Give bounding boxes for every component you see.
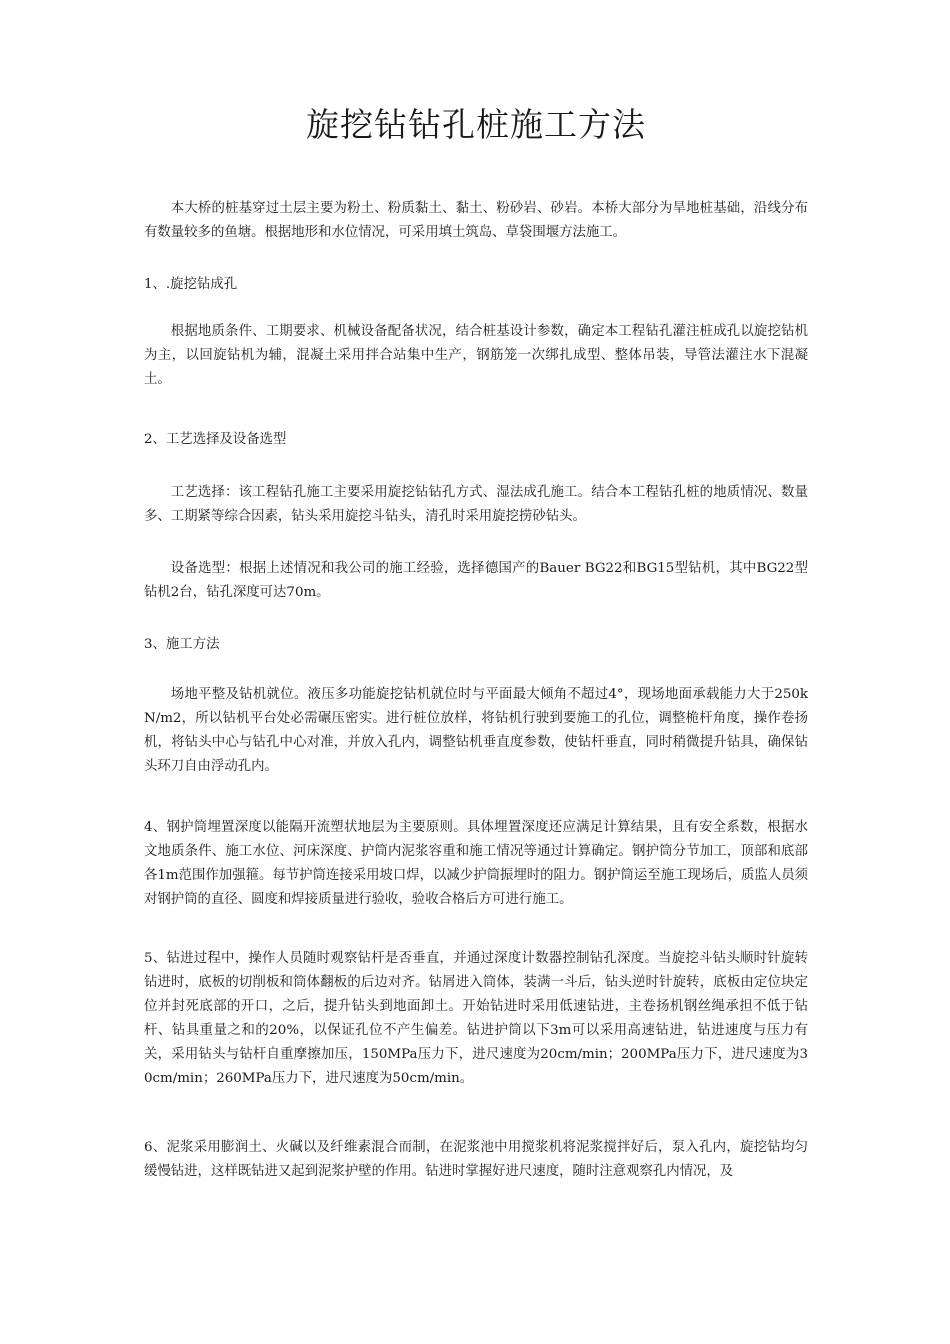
intro-paragraph: 本大桥的桩基穿过土层主要为粉土、粉质黏土、黏土、粉砂岩、砂岩。本桥大部分为旱地桩基础，沿线分布有数量较多的鱼塘。根据地形和水位情况，可采用填土筑岛、草袋围堰方法施工。 — [144, 201, 808, 240]
section-5-paragraph: 5、钻进过程中，操作人员随时观察钻杆是否垂直，并通过深度计数器控制钻孔深度。当旋挖斗钻头顺时针旋转钻进时，底板的切削板和筒体翻板的后边对齐。钻屑进入筒体，装满一斗后，钻头逆时针旋转，底板由定位块定位并封死底部的开口，之后，提升钻头到地面卸土。开始钻进时采用低速钻进，主卷扬机钢丝绳承担不低于钻杆、钻具重量之和的20%，以保证孔位不产生偏差。钻进护筒以下3m可以采用高速钻进，钻进速度与压力有关，采用钻头与钻杆自重摩擦加压，150MPa压力下，进尺速度为20cm/min；200MPa压力下，进尺速度为30cm/min；260MPa压力下，进尺速度为50cm/min。 — [144, 951, 808, 1086]
section-heading-3: 3、施工方法 — [144, 637, 220, 652]
section-1-paragraph: 根据地质条件、工期要求、机械设备配备状况，结合桩基设计参数，确定本工程钻孔灌注桩成孔以旋挖钻机为主，以回旋钻机为辅，混凝土采用拌合站集中生产，钢筋笼一次绑扎成型、整体吊装，导管法灌注水下混凝土。 — [144, 324, 808, 387]
process-selection-paragraph: 工艺选择：该工程钻孔施工主要采用旋挖钻钻孔方式、湿法成孔施工。结合本工程钻孔桩的地质情况、数量多、工期紧等综合因素，钻头采用旋挖斗钻头，清孔时采用旋挖捞砂钻头。 — [144, 485, 808, 524]
equipment-selection-paragraph: 设备选型：根据上述情况和我公司的施工经验，选择德国产的Bauer BG22和BG15型钻机，其中BG22型钻机2台，钻孔深度可达70m。 — [144, 561, 808, 600]
document-title: 旋挖钻钻孔桩施工方法 — [306, 105, 646, 144]
section-3-paragraph: 场地平整及钻机就位。液压多功能旋挖钻机就位时与平面最大倾角不超过4°，现场地面承载能力大于250kN/m2，所以钻机平台处必需碾压密实。进行桩位放样，将钻机行驶到要施工的孔位，调整桅杆角度，操作卷扬机，将钻头中心与钻孔中心对准，并放入孔内，调整钻机垂直度参数，使钻杆垂直，同时稍微提升钻具，确保钻头环刀自由浮动孔内。 — [144, 687, 808, 774]
section-4-paragraph: 4、钢护筒埋置深度以能隔开流塑状地层为主要原则。具体埋置深度还应满足计算结果，且有安全系数，根据水文地质条件、施工水位、河床深度、护筒内泥浆容重和施工情况等通过计算确定。钢护筒分节加工，顶部和底部各1m范围作加强箍。每节护筒连接采用坡口焊，以减少护筒振埋时的阻力。钢护筒运至施工现场后，质监人员须对钢护筒的直径、圆度和焊接质量进行验收，验收合格后方可进行施工。 — [144, 820, 808, 907]
section-heading-1: 1、.旋挖钻成孔 — [144, 277, 238, 292]
section-6-paragraph: 6、泥浆采用膨润土、火碱以及纤维素混合而制，在泥浆池中用搅浆机将泥浆搅拌好后，泵入孔内，旋挖钻均匀缓慢钻进，这样既钻进又起到泥浆护壁的作用。钻进时掌握好进尺速度，随时注意观察孔内情况，及 — [144, 1140, 808, 1179]
section-heading-2: 2、工艺选择及设备选型 — [144, 432, 287, 447]
